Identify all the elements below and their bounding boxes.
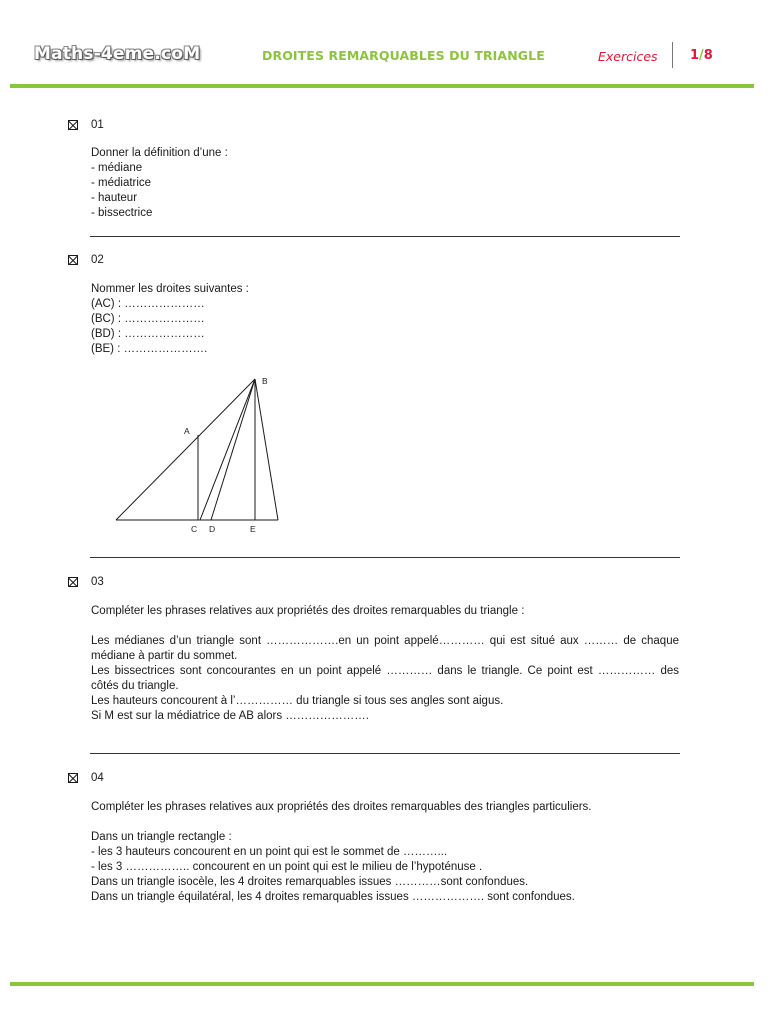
triangle-figure [112, 372, 284, 538]
exercise-04-body [91, 800, 679, 905]
line-bc [200, 379, 255, 520]
blank-line [91, 619, 679, 634]
line-side-ab [116, 379, 255, 520]
checkbox-x-icon [68, 255, 78, 265]
exercise-02-body [91, 282, 679, 357]
triangle-diagram [112, 372, 284, 538]
exercise-01-body [91, 146, 679, 221]
label-c: C [191, 524, 198, 534]
label-e: E [250, 524, 256, 534]
document-title: DROITES REMARQUABLES DU TRIANGLE [262, 48, 545, 63]
header-rule [10, 84, 754, 88]
line-bd [211, 379, 255, 520]
exercise-03-body [91, 604, 679, 724]
blank-line [91, 815, 679, 830]
checkbox-x-icon [68, 120, 78, 130]
sentence: Les médianes d’un triangle sont ……………….en un point appelé………… qui est situé aux ……… de chaque médiane à partir du sommet. [91, 635, 679, 662]
footer-rule [10, 982, 754, 986]
header-divider [672, 42, 673, 68]
list-item: (BE) : …………………. [91, 343, 208, 355]
exercise-number: 04 [91, 772, 104, 784]
list-item: - médiane [91, 162, 143, 174]
exercise-intro: Compléter les phrases relatives aux propriétés des droites remarquables des triangles particuliers. [91, 801, 592, 813]
sentence: Les hauteurs concourent à l’…………… du triangle si tous ses angles sont aigus. [91, 695, 504, 707]
exercise-number: 01 [91, 119, 104, 131]
page-separator: / [699, 48, 704, 63]
site-logo[interactable]: Maths-4eme.coM [34, 44, 201, 64]
sentence: - les 3 …………….. concourent en un point qui est le milieu de l’hypoténuse . [91, 861, 483, 873]
exercise-separator [90, 753, 680, 754]
label-a: A [184, 426, 190, 436]
page-total: 8 [703, 48, 713, 63]
list-item: - bissectrice [91, 207, 153, 219]
sentence: Dans un triangle équilatéral, les 4 droites remarquables issues ………………. sont confondues. [91, 891, 575, 903]
sentence: Dans un triangle rectangle : [91, 831, 232, 843]
list-item: (AC) : ………………… [91, 298, 205, 310]
line-side-right [255, 379, 278, 520]
list-item: - hauteur [91, 192, 138, 204]
list-item: (BD) : ………………… [91, 328, 205, 340]
exercise-intro: Donner la définition d’une : [91, 147, 228, 159]
sentence: - les 3 hauteurs concourent en un point qui est le sommet de ………... [91, 846, 448, 858]
label-b: B [262, 376, 268, 386]
list-item: - médiatrice [91, 177, 152, 189]
checkbox-x-icon [68, 577, 78, 587]
exercise-separator [90, 557, 680, 558]
section-label: Exercices [598, 49, 658, 64]
sentence: Les bissectrices sont concourantes en un point appelé ………… dans le triangle. Ce point est …………… des côtés du triangle. [91, 665, 679, 692]
list-item: (BC) : ………………… [91, 313, 205, 325]
exercise-number: 03 [91, 576, 104, 588]
exercise-intro: Nommer les droites suivantes : [91, 283, 249, 295]
label-d: D [209, 524, 216, 534]
exercise-separator [90, 236, 680, 237]
sentence: Dans un triangle isocèle, les 4 droites remarquables issues …………sont confondues. [91, 876, 529, 888]
exercise-number: 02 [91, 254, 104, 266]
page-header [0, 0, 768, 90]
exercise-intro: Compléter les phrases relatives aux propriétés des droites remarquables du triangle : [91, 605, 525, 617]
checkbox-x-icon [68, 773, 78, 783]
page-number [690, 48, 713, 63]
sentence: Si M est sur la médiatrice de AB alors …………………. [91, 710, 369, 722]
page-current: 1 [690, 48, 700, 63]
